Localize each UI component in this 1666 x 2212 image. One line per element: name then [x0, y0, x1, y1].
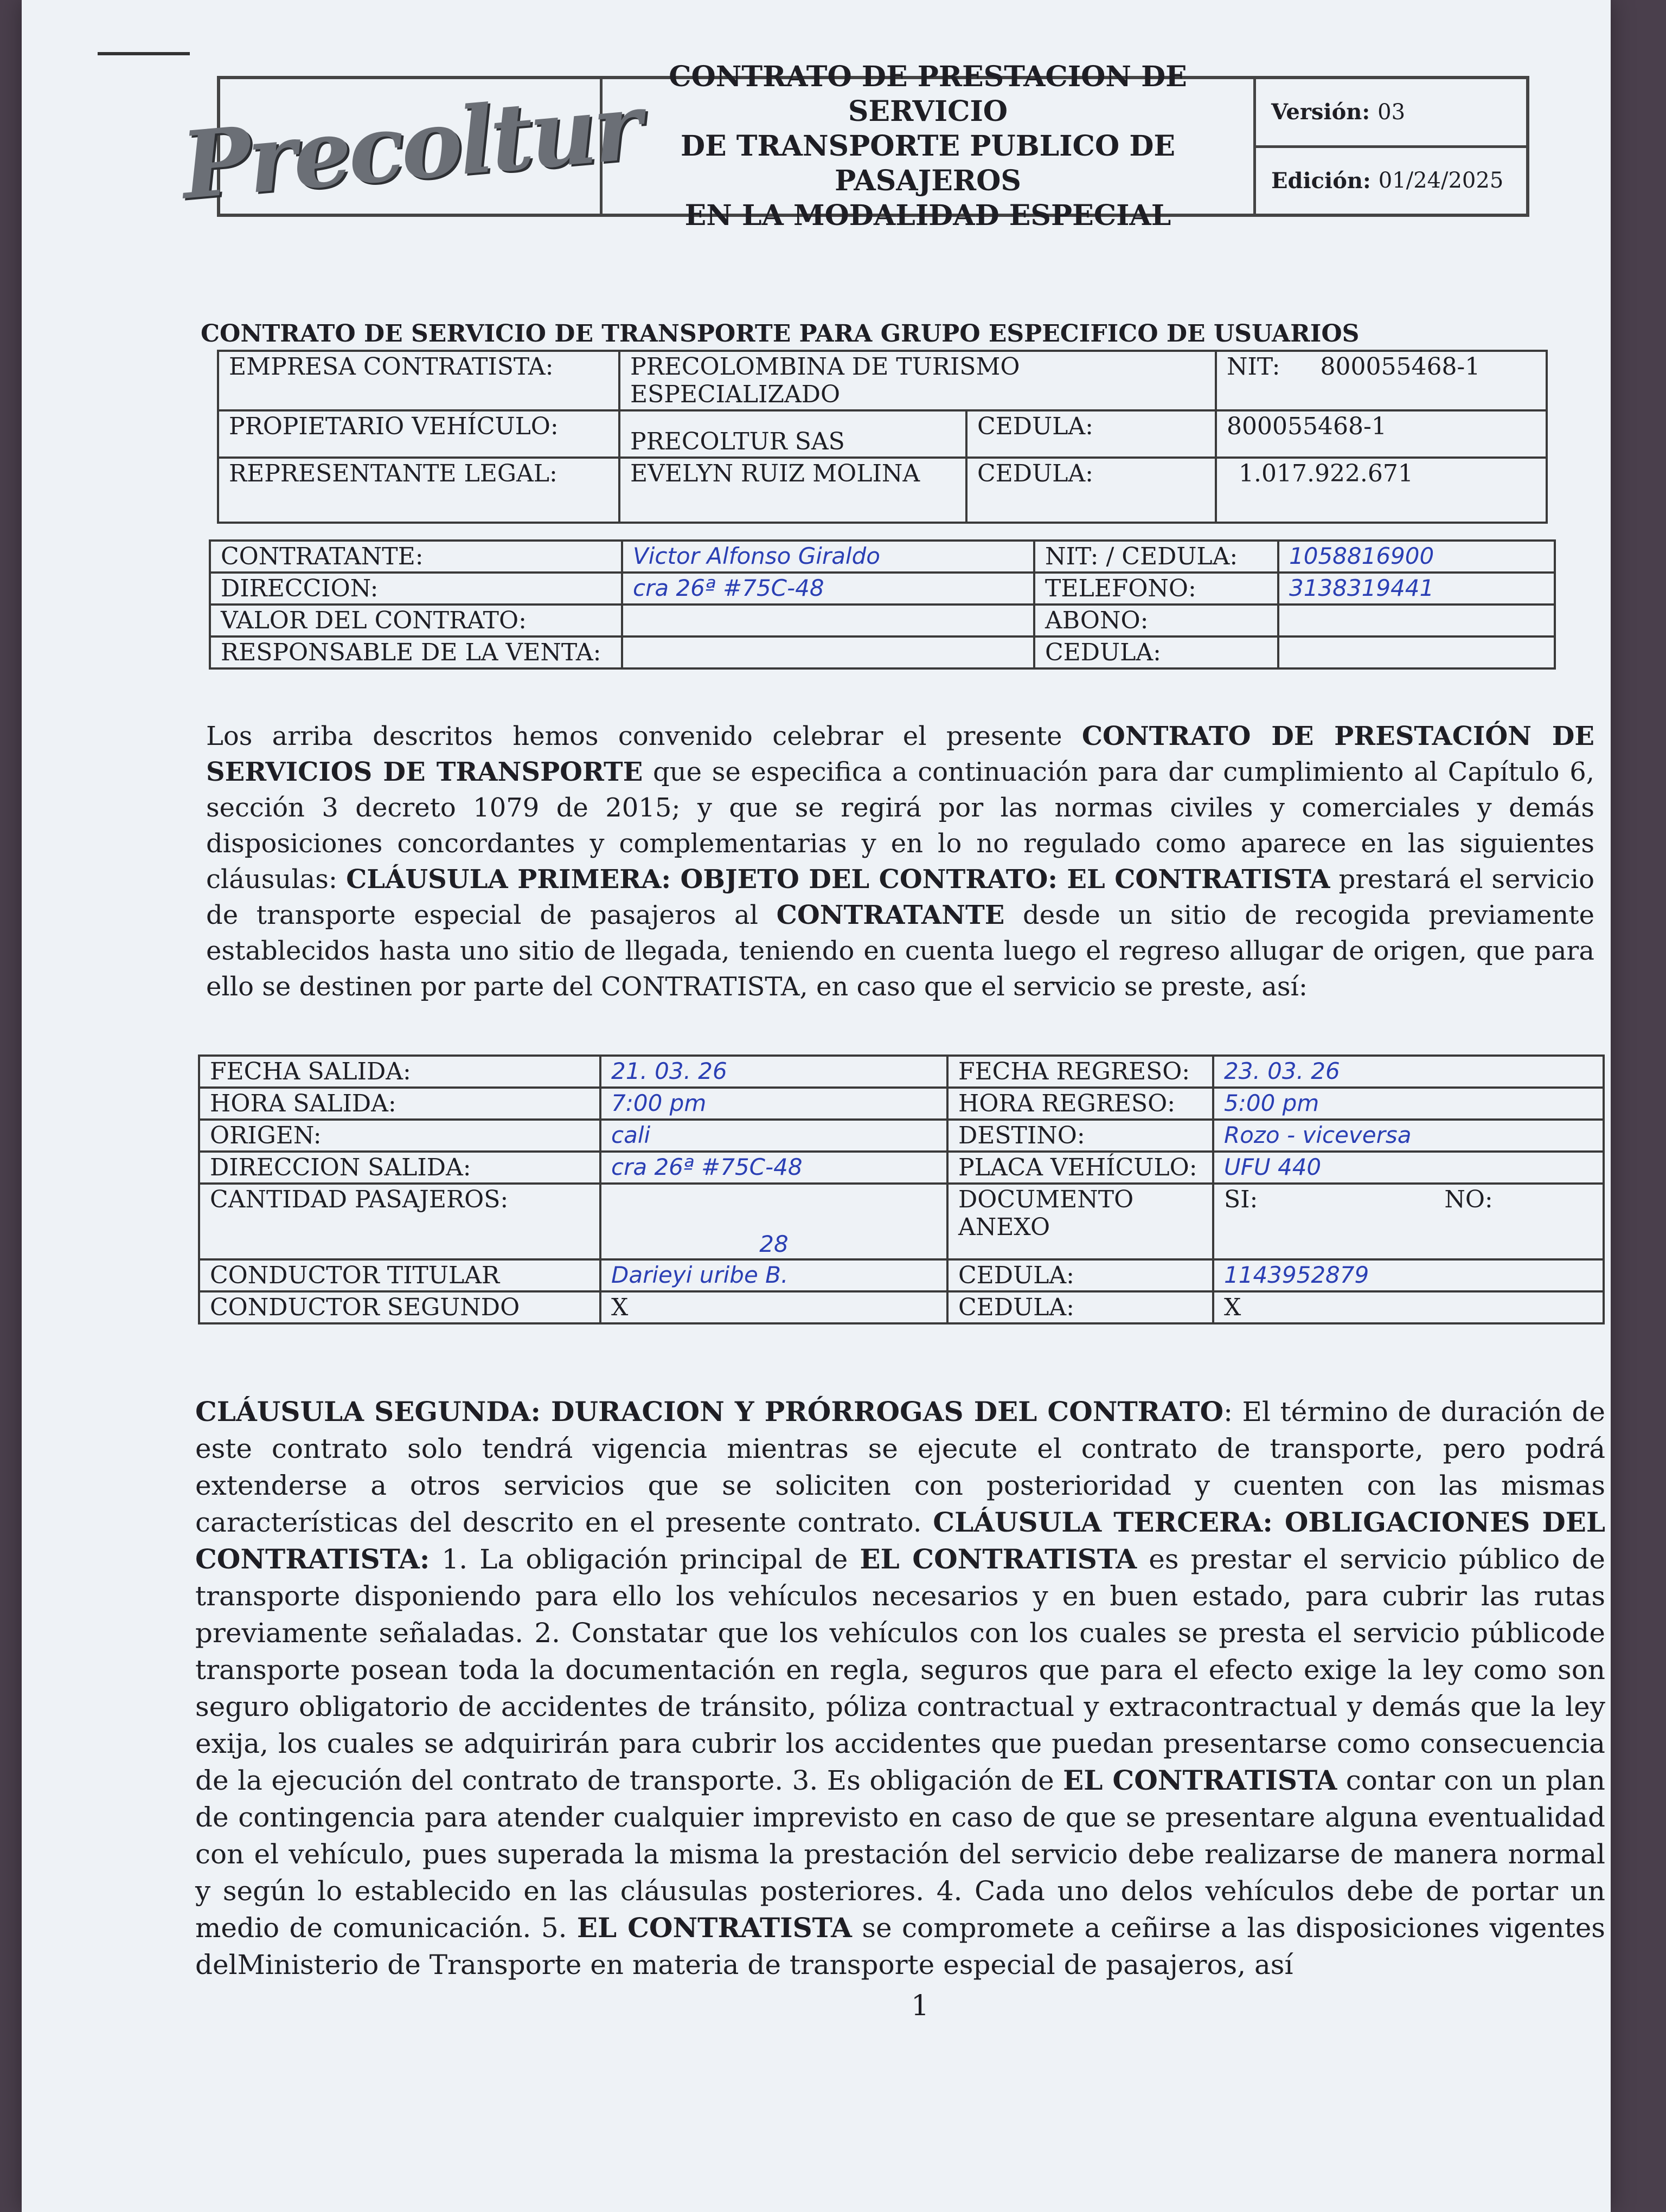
table-row — [199, 1184, 1604, 1259]
empresa-value — [619, 351, 1216, 410]
conductor-titular-label: CONDUCTOR TITULAR — [199, 1259, 600, 1291]
edition-label: Edición: — [1271, 168, 1371, 194]
destino-value: Rozo - viceversa — [1213, 1120, 1604, 1152]
conductor-segundo-label: CONDUCTOR SEGUNDO — [199, 1291, 600, 1323]
document-header — [177, 60, 1529, 232]
direccion-label: DIRECCION: — [210, 573, 622, 605]
intro-text-4: desde un sitio de recogida previamente establecidos hasta uno sitio de llegada, teniendo en cuenta luego el regreso allugar de origen, que para ello se destinen por parte del CONTRATISTA, en caso que el servicio se preste, así: — [206, 900, 1594, 1002]
intro-paragraph — [206, 718, 1594, 1005]
conductor-segundo-value: X — [600, 1291, 947, 1323]
placa-label: PLACA VEHÍCULO: — [947, 1152, 1213, 1184]
placa-value: UFU 440 — [1213, 1152, 1604, 1184]
propietario-cedula-value: 800055468-1 — [1216, 410, 1547, 458]
clause-bold-4: EL CONTRATISTA — [1063, 1764, 1337, 1796]
version-value: 03 — [1377, 99, 1406, 125]
hora-salida-value: 7:00 pm — [600, 1088, 947, 1120]
header-title-line-1: CONTRATO DE PRESTACION DE SERVICIO — [669, 60, 1187, 128]
responsable-value — [622, 636, 1034, 668]
edition-row — [1256, 148, 1526, 214]
contratante-table — [209, 539, 1556, 670]
table-row — [199, 1152, 1604, 1184]
valor-value — [622, 605, 1034, 636]
page-number: 1 — [911, 1990, 930, 2022]
contract-subtitle: CONTRATO DE SERVICIO DE TRANSPORTE PARA GRUPO ESPECIFICO DE USUARIOS — [201, 320, 1360, 348]
nit-cedula-label: NIT: / CEDULA: — [1034, 541, 1278, 573]
trip-table — [198, 1054, 1605, 1324]
table-row — [199, 1291, 1604, 1323]
table-row — [218, 351, 1547, 410]
cantidad-label: CANTIDAD PASAJEROS: — [199, 1184, 600, 1259]
direccion-value: cra 26ª #75C-48 — [622, 573, 1034, 605]
logo-text: Precoltur — [177, 72, 643, 221]
conductor-segundo-cedula-label: CEDULA: — [947, 1291, 1213, 1323]
propietario-cedula-label: CEDULA: — [966, 410, 1216, 458]
clause-text-5: se compromete a ceñirse a las disposiciones vigentes delMinisterio de Transporte en materia de transporte especial de pasajeros, así — [195, 1912, 1605, 1980]
intro-text-2: que se especifica a continuación para dar cumplimiento al Capítulo 6, sección 3 decreto 1079 de 2015; y que se regirá por las normas civiles y comerciales y demás disposiciones concordantes y complementarias y en lo no regulado como aparece en las siguientes cláusulas: — [206, 757, 1594, 895]
clause-text-3: es prestar el servicio público de transporte disponiendo para ello los vehículos necesarios y en buen estado, para cubrir las rutas previamente señaladas. 2. Constatar que los vehículos con los cuales se presta el servicio públicode transporte posean toda la documentación en regla, seguros que para el efecto exige la ley como son seguro obligatorio de accidentes de tránsito, póliza contractual y extracontractual y demás que la ley exija, los cuales se adquirirán para cubrir los accidentes que puedan presentarse como consecuencia de la ejecución del contrato de transporte. 3. Es obligación de — [195, 1544, 1605, 1796]
abono-value — [1278, 605, 1555, 636]
table-row — [199, 1056, 1604, 1088]
contratante-value: Victor Alfonso Giraldo — [622, 541, 1034, 573]
intro-bold-1: CONTRATO DE PRESTACIÓN DE SERVICIOS DE TRANSPORTE — [206, 721, 1594, 787]
clause-bold-3: EL CONTRATISTA — [860, 1543, 1137, 1575]
conductor-titular-cedula-label: CEDULA: — [947, 1259, 1213, 1291]
fecha-salida-value: 21. 03. 26 — [600, 1056, 947, 1088]
table-row — [210, 636, 1555, 668]
top-dash-mark — [98, 52, 190, 55]
responsable-label: RESPONSABLE DE LA VENTA: — [210, 636, 622, 668]
direccion-salida-value: cra 26ª #75C-48 — [600, 1152, 947, 1184]
nit-cell — [1216, 351, 1547, 410]
intro-bold-3: CONTRATANTE — [776, 900, 1005, 930]
destino-label: DESTINO: — [947, 1120, 1213, 1152]
fecha-regreso-label: FECHA REGRESO: — [947, 1056, 1213, 1088]
company-logo — [177, 72, 643, 221]
clause-text-4: contar con un plan de contingencia para atender cualquier imprevisto en caso de que se presentare alguna eventualidad con el vehículo, pues superada la misma la prestación del servicio debe realizarse de manera normal y según lo establecido en las cláusulas posteriores. 4. Cada uno delos vehículos debe de portar un medio de comunicación. 5. — [195, 1765, 1605, 1944]
representante-cedula-value: 1.017.922.671 — [1216, 458, 1547, 523]
fecha-regreso-value: 23. 03. 26 — [1213, 1056, 1604, 1088]
responsable-cedula-value — [1278, 636, 1555, 668]
intro-text-1: Los arriba descritos hemos convenido celebrar el presente — [206, 721, 1082, 751]
conductor-segundo-cedula-value: X — [1213, 1291, 1604, 1323]
header-title — [603, 60, 1256, 232]
representante-label: REPRESENTANTE LEGAL: — [218, 458, 619, 523]
version-row — [1256, 79, 1526, 148]
cantidad-value: 28 — [600, 1184, 947, 1259]
telefono-value: 3138319441 — [1278, 573, 1555, 605]
document-page — [22, 0, 1611, 2212]
empresa-value-text: PRECOLOMBINA DE TURISMO ESPECIALIZADO — [630, 353, 1020, 408]
hora-regreso-value: 5:00 pm — [1213, 1088, 1604, 1120]
clause-text-1: : El término de duración de este contrato solo tendrá vigencia mientras se ejecute el contrato de transporte, pero podrá extenderse a otros servicios que se soliciten con posterioridad y cuenten con las mismas características del descrito en el presente contrato. — [195, 1396, 1605, 1538]
responsable-cedula-label: CEDULA: — [1034, 636, 1278, 668]
clause-bold-2: CLÁUSULA TERCERA: OBLIGACIONES DEL CONTRATISTA: — [195, 1506, 1606, 1575]
representante-value: EVELYN RUIZ MOLINA — [619, 458, 966, 523]
conductor-titular-cedula-value: 1143952879 — [1213, 1259, 1604, 1291]
company-table — [217, 350, 1548, 524]
nit-value: 800055468-1 — [1320, 353, 1481, 381]
header-title-line-3: EN LA MODALIDAD ESPECIAL — [684, 199, 1171, 232]
table-row — [199, 1120, 1604, 1152]
origen-label: ORIGEN: — [199, 1120, 600, 1152]
telefono-label: TELEFONO: — [1034, 573, 1278, 605]
table-row — [210, 541, 1555, 573]
valor-label: VALOR DEL CONTRATO: — [210, 605, 622, 636]
empresa-label: EMPRESA CONTRATISTA: — [218, 351, 619, 410]
clauses-paragraph — [195, 1393, 1605, 1983]
contratante-label: CONTRATANTE: — [210, 541, 622, 573]
propietario-label: PROPIETARIO VEHÍCULO: — [218, 410, 619, 458]
header-title-line-2: DE TRANSPORTE PUBLICO DE PASAJEROS — [680, 130, 1176, 197]
representante-cedula-label: CEDULA: — [966, 458, 1216, 523]
no-label: NO: — [1444, 1186, 1493, 1213]
table-row — [210, 573, 1555, 605]
direccion-salida-label: DIRECCION SALIDA: — [199, 1152, 600, 1184]
origen-value: cali — [600, 1120, 947, 1152]
table-row — [210, 605, 1555, 636]
abono-label: ABONO: — [1034, 605, 1278, 636]
nit-label: NIT: — [1227, 353, 1280, 381]
documento-options — [1213, 1184, 1604, 1259]
table-row — [218, 458, 1547, 523]
intro-bold-2: CLÁUSULA PRIMERA: OBJETO DEL CONTRATO: EL CONTRATISTA — [346, 864, 1330, 895]
intro-text-3: prestará el servicio de transporte especial de pasajeros al — [206, 864, 1594, 930]
documento-label: DOCUMENTO ANEXO — [947, 1184, 1213, 1259]
conductor-titular-value: Darieyi uribe B. — [600, 1259, 947, 1291]
clause-bold-5: EL CONTRATISTA — [576, 1912, 852, 1944]
version-label: Versión: — [1271, 99, 1370, 125]
edition-value: 01/24/2025 — [1378, 168, 1504, 194]
propietario-value: PRECOLTUR SAS — [619, 410, 966, 458]
header-meta — [1256, 79, 1526, 214]
table-row — [199, 1088, 1604, 1120]
nit-cedula-value: 1058816900 — [1278, 541, 1555, 573]
fecha-salida-label: FECHA SALIDA: — [199, 1056, 600, 1088]
clause-bold-1: CLÁUSULA SEGUNDA: DURACION Y PRÓRROGAS DEL CONTRATO — [195, 1396, 1224, 1427]
table-row — [199, 1259, 1604, 1291]
hora-regreso-label: HORA REGRESO: — [947, 1088, 1213, 1120]
table-row — [218, 410, 1547, 458]
clause-text-2: 1. La obligación principal de — [430, 1544, 860, 1575]
si-label: SI: — [1224, 1186, 1258, 1213]
hora-salida-label: HORA SALIDA: — [199, 1088, 600, 1120]
